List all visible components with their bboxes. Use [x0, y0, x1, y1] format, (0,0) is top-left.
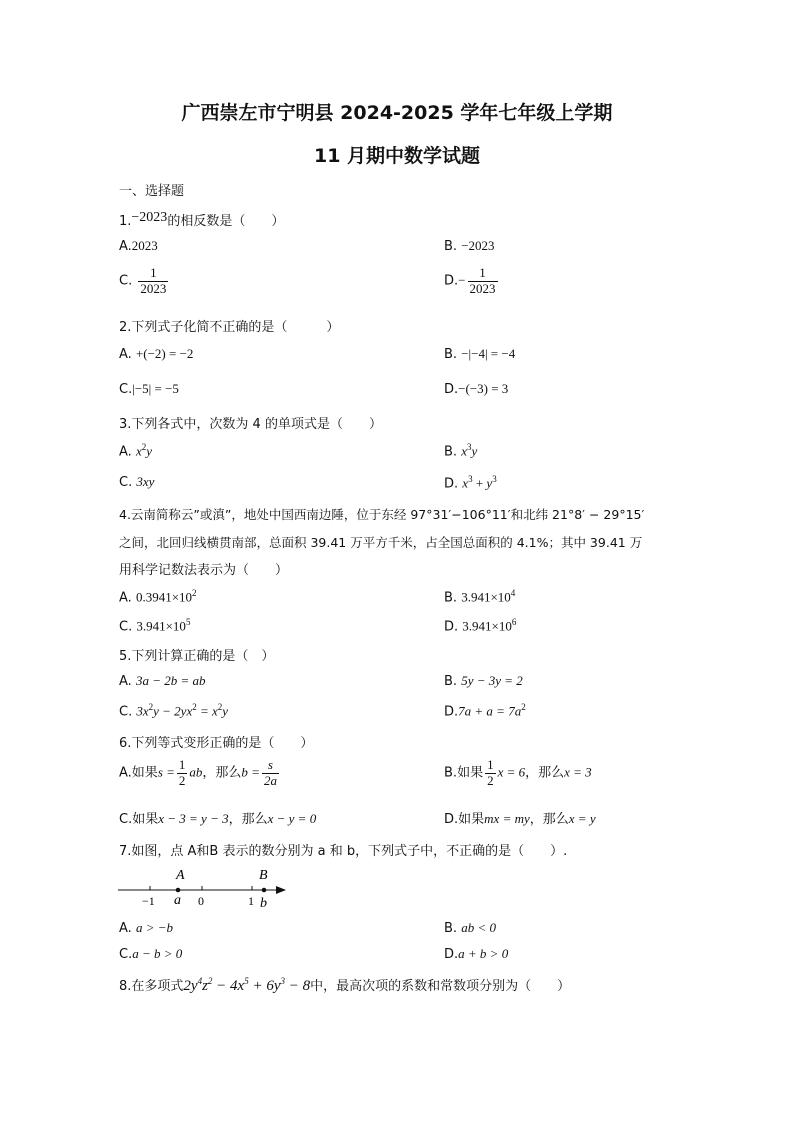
question-7-option-a: A. a > −b: [119, 920, 173, 936]
question-7-stem: 7.如图，点 A和B 表示的数分别为 a 和 b，下列式子中，不正确的是（ ）.: [119, 844, 568, 859]
label-tick-minus-one: −1: [142, 894, 155, 908]
question-2-option-b: B. −|−4| = −4: [444, 346, 516, 362]
question-4-option-d: D. $3.941\times 10^6$: [444, 617, 517, 635]
label-b: b: [260, 896, 267, 911]
question-1-option-a: A.2023: [119, 238, 158, 254]
label-point-a: A: [176, 868, 185, 883]
number-line-arrow: [276, 886, 286, 894]
question-1-option-d: D.− $\frac{1}{2023}$: [444, 265, 496, 296]
question-7-option-d: D.a + b > 0: [444, 946, 509, 962]
number-line-figure: [116, 864, 296, 912]
section-heading-choice: 一、选择题: [119, 184, 185, 199]
question-4-option-c: C. $3.941\times 10^5$: [119, 617, 191, 635]
question-5-stem: 5.下列计算正确的是（ ）: [119, 649, 275, 664]
question-4-option-a: A. $0.3941\times 10^2$: [119, 588, 197, 606]
question-4-stem-line3: 用科学记数法表示为（ ）: [119, 563, 289, 578]
question-2-option-c: C.|−5| = −5: [119, 381, 179, 397]
question-7-option-b: B. ab < 0: [444, 920, 496, 936]
question-1-stem: 1.−2023的相反数是（ ）: [119, 210, 285, 229]
exam-title-line1: 广西崇左市宁明县 2024-2025 学年七年级上学期: [181, 102, 613, 124]
question-6-option-c: C.如果x − 3 = y − 3，那么x − y = 0: [119, 811, 317, 827]
question-4-stem-line2: 之间，北回归线横贯南部，总面积 39.41 万平方千米，占全国总面积的 4.1%；其中 39.41 万: [119, 535, 643, 550]
question-5-option-b: B. 5y − 3y = 2: [444, 673, 523, 689]
question-3-stem: 3.下列各式中，次数为 4 的单项式是（ ）: [119, 417, 382, 432]
question-5-option-d: $D.7a + a = 7a^2$: [444, 702, 526, 720]
question-6-option-a: A.如果s = $\frac{1}{2}$ ab，那么b = $\frac{s}{2a}$: [119, 757, 277, 788]
question-1-option-b: B. −2023: [444, 238, 495, 254]
label-point-b: B: [259, 868, 268, 883]
question-3-option-a: A. $x^2y$: [119, 442, 152, 460]
question-2-option-a: A. +(−2) = −2: [119, 346, 194, 362]
question-2-option-d: D.−(−3) = 3: [444, 381, 509, 397]
question-5-option-a: A. 3a − 2b = ab: [119, 673, 206, 689]
label-tick-zero: 0: [198, 894, 204, 908]
question-4-option-b: B. $3.941\times 10^4$: [444, 588, 516, 606]
label-a: a: [174, 893, 181, 908]
question-7-option-c: C.a − b > 0: [119, 946, 183, 962]
question-3-option-d: D. $x^3 + y^3$: [444, 474, 497, 492]
question-5-option-c: C. $3x^2y - 2yx^2 = x^2y$: [119, 702, 229, 720]
label-tick-one: 1: [248, 894, 254, 908]
question-6-option-b: B.如果 $\frac{1}{2}$ x = 6，那么x = 3: [444, 757, 592, 788]
exam-title-line2: 11 月期中数学试题: [313, 145, 481, 167]
question-8-stem: 8.在多项式$2y^4z^2 - 4x^5 + 6y^3 - 8$中，最高次项的系数和常数项分别为（ ）: [119, 976, 571, 994]
point-a: [176, 888, 181, 893]
question-2-stem: 2.下列式子化简不正确的是（ ）: [119, 320, 340, 335]
point-b: [262, 888, 267, 893]
question-3-option-b: B. $x^3y$: [444, 442, 478, 460]
question-6-option-d: D.如果mx = my，那么x = y: [444, 811, 596, 827]
question-6-stem: 6.下列等式变形正确的是（ ）: [119, 736, 314, 751]
question-1-option-c: C. $\frac{1}{2023}$: [119, 265, 167, 296]
question-3-option-c: C. 3xy: [119, 474, 155, 490]
question-4-stem-line1: 4.云南简称云”或滇”，地处中国西南边陲，位于东经 97°31′−106°11′和北纬 21°8′ − 29°15′: [119, 507, 645, 522]
